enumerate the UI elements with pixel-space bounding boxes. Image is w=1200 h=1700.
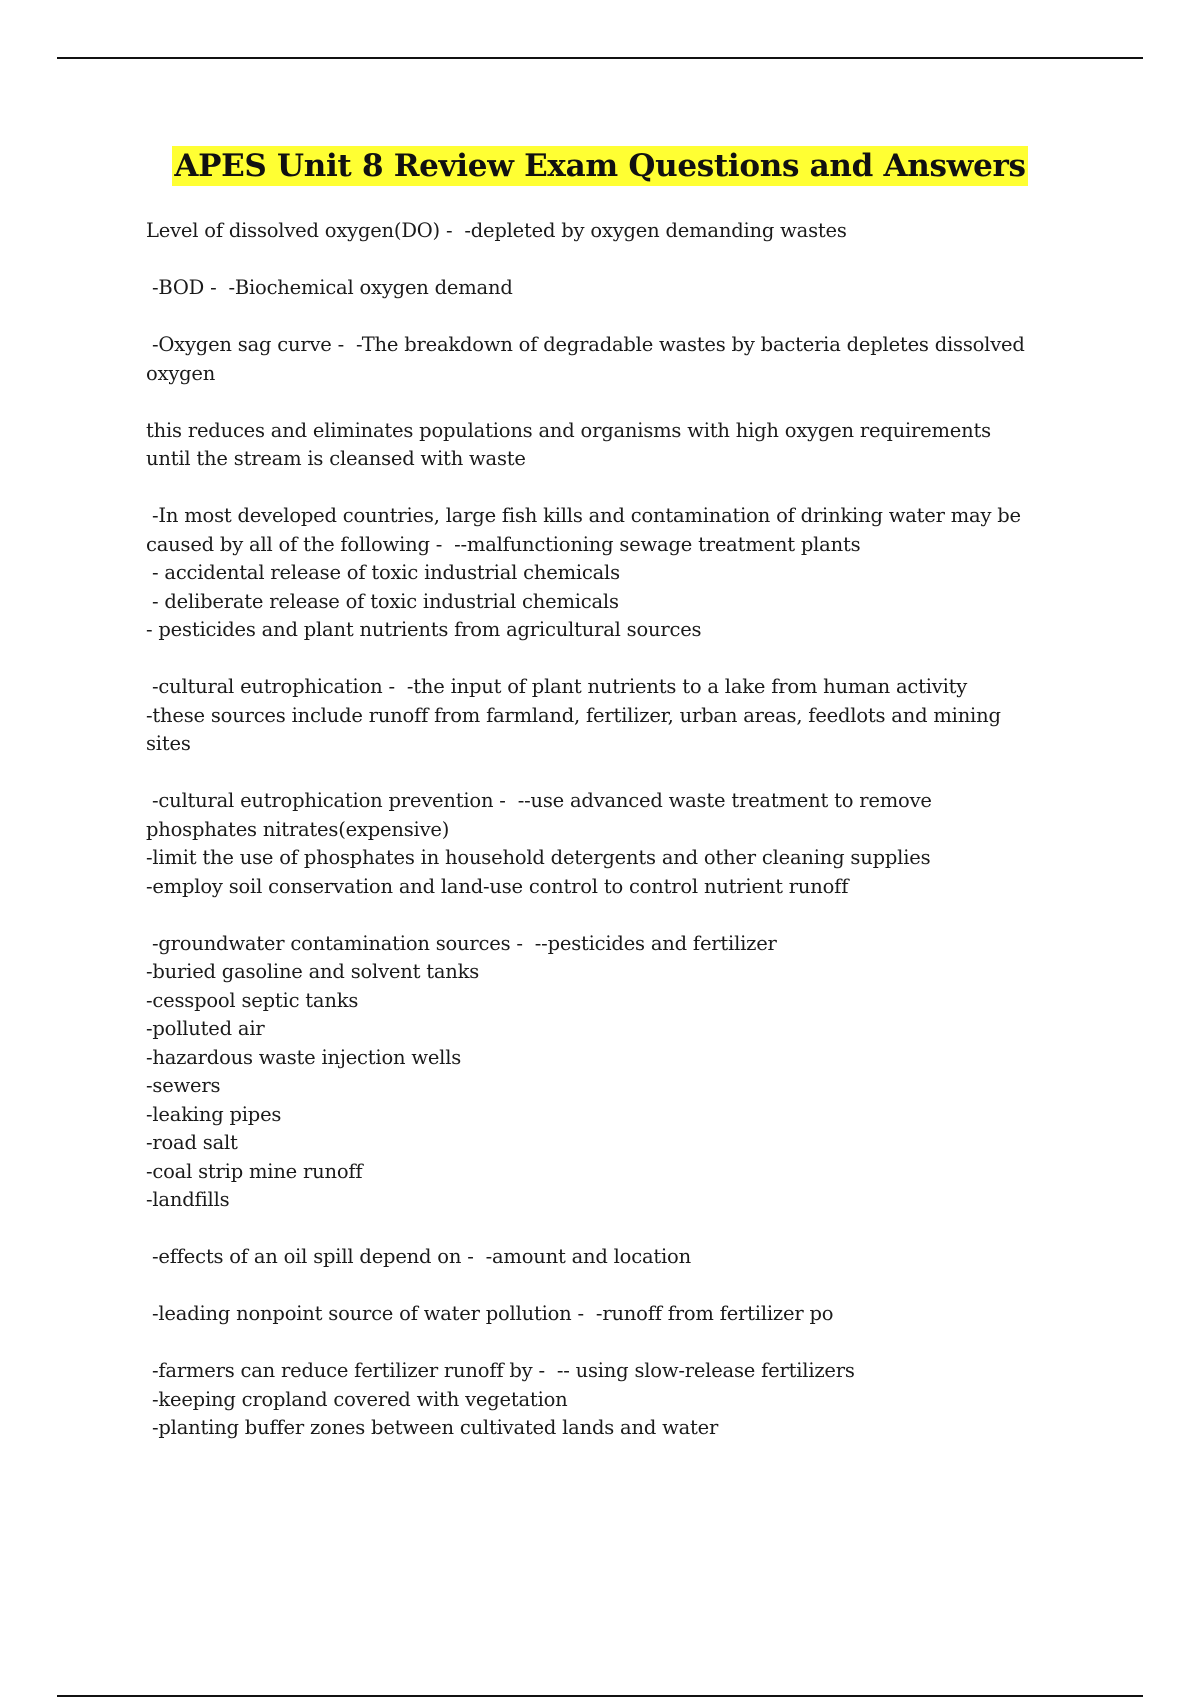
text-line: -buried gasoline and solvent tanks	[146, 960, 480, 983]
paragraph-gap	[146, 1272, 1086, 1301]
text-line: sites	[146, 732, 191, 755]
paragraph-gap	[146, 246, 1086, 275]
text-line: -groundwater contamination sources - --pesticides and fertilizer	[146, 931, 777, 955]
text-line: -effects of an oil spill depend on - -amount and location	[146, 1245, 691, 1268]
text-line: caused by all of the following - --malfunctioning sewage treatment plants	[146, 532, 861, 556]
text-line: - accidental release of toxic industrial chemicals	[146, 561, 620, 584]
text-line: -cultural eutrophication prevention - --use advanced waste treatment to remove	[146, 789, 932, 812]
qa-paragraph	[146, 930, 1086, 1215]
text-line: -limit the use of phosphates in household detergents and other cleaning supplies	[146, 846, 931, 869]
text-line: -Oxygen sag curve - -The breakdown of degradable wastes by bacteria depletes dissolved	[146, 333, 1025, 356]
text-line: -cultural eutrophication - -the input of plant nutrients to a lake from human activity	[146, 675, 968, 698]
qa-paragraph	[146, 1243, 1086, 1272]
paragraph-gap	[146, 645, 1086, 674]
document-body	[146, 217, 1086, 1443]
qa-paragraph	[146, 274, 1086, 303]
text-line: - pesticides and plant nutrients from agricultural sources	[146, 618, 702, 641]
qa-paragraph	[146, 417, 1086, 474]
text-line: -hazardous waste injection wells	[146, 1045, 462, 1069]
paragraph-gap	[146, 759, 1086, 788]
header-rule	[57, 57, 1143, 59]
qa-paragraph	[146, 1300, 1086, 1329]
text-line: this reduces and eliminates populations and organisms with high oxygen requirements	[146, 418, 991, 442]
qa-paragraph	[146, 217, 1086, 246]
qa-paragraph	[146, 673, 1086, 759]
text-line: -road salt	[146, 1131, 238, 1154]
text-line: - deliberate release of toxic industrial chemicals	[146, 589, 619, 613]
paragraph-gap	[146, 1329, 1086, 1358]
paragraph-gap	[146, 1215, 1086, 1244]
text-line: -keeping cropland covered with vegetation	[146, 1387, 568, 1411]
text-line: -In most developed countries, large fish kills and contamination of drinking water may be	[146, 504, 1021, 527]
qa-paragraph	[146, 331, 1086, 388]
text-line: -farmers can reduce fertilizer runoff by - -- using slow-release fertilizers	[146, 1359, 855, 1382]
text-line: -BOD - -Biochemical oxygen demand	[146, 276, 513, 299]
text-line: oxygen	[146, 361, 216, 385]
text-line: -leaking pipes	[146, 1102, 282, 1126]
text-line: phosphates nitrates(expensive)	[146, 817, 450, 841]
text-line: -cesspool septic tanks	[146, 988, 359, 1012]
text-line: -these sources include runoff from farmland, fertilizer, urban areas, feedlots and mining	[146, 703, 1001, 727]
paragraph-gap	[146, 474, 1086, 503]
text-line: -polluted air	[146, 1017, 265, 1040]
text-line: -leading nonpoint source of water pollution - -runoff from fertilizer po	[146, 1302, 834, 1325]
qa-paragraph	[146, 502, 1086, 645]
paragraph-gap	[146, 388, 1086, 417]
text-line: until the stream is cleansed with waste	[146, 447, 526, 470]
text-line: -coal strip mine runoff	[146, 1159, 363, 1183]
paragraph-gap	[146, 303, 1086, 332]
text-line: -planting buffer zones between cultivated lands and water	[146, 1416, 719, 1439]
footer-rule	[57, 1695, 1143, 1697]
qa-paragraph	[146, 1357, 1086, 1443]
document-title: APES Unit 8 Review Exam Questions and Answers	[174, 148, 1026, 184]
qa-paragraph	[146, 787, 1086, 901]
paragraph-gap	[146, 901, 1086, 930]
text-line: -landfills	[146, 1188, 230, 1211]
title-container	[0, 146, 1200, 186]
text-line: Level of dissolved oxygen(DO) - -depleted by oxygen demanding wastes	[146, 219, 847, 242]
text-line: -employ soil conservation and land-use control to control nutrient runoff	[146, 874, 849, 898]
text-line: -sewers	[146, 1074, 221, 1097]
